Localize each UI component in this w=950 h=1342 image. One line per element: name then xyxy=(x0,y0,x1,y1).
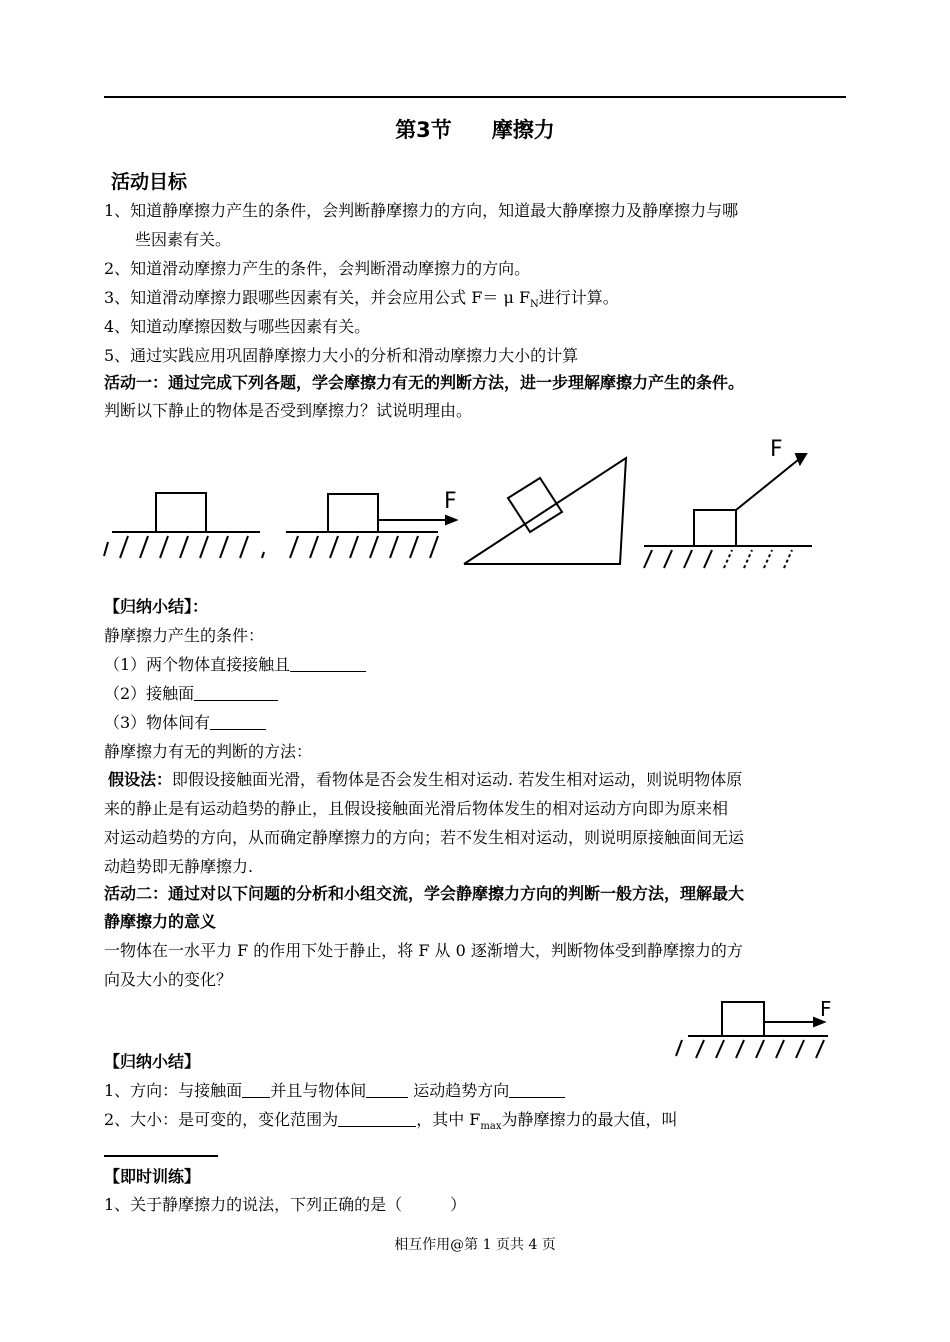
training-question-1: 1、关于静摩擦力的说法，下列正确的是（ ） xyxy=(104,1195,467,1214)
goal-2: 2、知道滑动摩擦力产生的条件，会判断滑动摩擦力的方向。 xyxy=(104,259,531,278)
goal-1: 1、知道静摩擦力产生的条件，会判断静摩擦力的方向，知道最大静摩擦力及静摩擦力与哪 xyxy=(104,201,739,220)
hypothesis-line-4: 动趋势即无静摩擦力. xyxy=(104,857,254,876)
top-rule xyxy=(104,96,846,98)
section-number: 第3节 xyxy=(395,118,452,142)
method-title: 静摩擦力有无的判断的方法： xyxy=(104,742,313,761)
magnitude-line: 2、大小：是可变的，变化范围为 ，其中 $F_{max}$为静摩擦力的最大值，叫 xyxy=(104,1110,678,1133)
blank-3 xyxy=(210,713,266,730)
activity1-question: 判断以下静止的物体是否受到摩擦力？试说明理由。 xyxy=(104,401,473,420)
figure-block-with-angled-force xyxy=(644,454,812,568)
static-block-figures xyxy=(100,430,830,580)
magnitude-blank xyxy=(104,1155,218,1157)
page-title xyxy=(0,114,950,144)
activity2-heading: 活动二：通过对以下问题的分析和小组交流，学会静摩擦力方向的判断一般方法，理解最大 xyxy=(104,884,745,903)
force-label-fig2: F xyxy=(444,489,457,514)
training-heading: 【即时训练】 xyxy=(104,1167,201,1186)
figure-block-with-force xyxy=(286,494,456,558)
activity2-question-cont: 向及大小的变化？ xyxy=(104,970,233,989)
summary2-heading: 【归纳小结】 xyxy=(104,1052,201,1071)
goal-3: 3、知道滑动摩擦力跟哪些因素有关，并会应用公式 F＝ μ $F_N$进行计算。 xyxy=(104,288,619,311)
activity2-question: 一物体在一水平力 F 的作用下处于静止，将 F 从 0 逐渐增大，判断物体受到静摩擦力的方 xyxy=(104,941,743,960)
hypothesis-line-1: 假设法：即假设接触面光滑，看物体是否会发生相对运动. 若发生相对运动，则说明物体原 xyxy=(108,770,743,789)
goal-5: 5、通过实践应用巩固静摩擦力大小的分析和滑动摩擦力大小的计算 xyxy=(104,346,579,365)
figure-block-on-incline xyxy=(464,458,626,564)
hypothesis-line-2: 来的静止是有运动趋势的静止，且假设接触面光滑后物体发生的相对运动方向即为原来相 xyxy=(104,799,729,818)
horizontal-force-figure xyxy=(670,990,840,1062)
goal-1-cont: 些因素有关。 xyxy=(135,230,232,249)
figure-block-on-ground xyxy=(104,493,264,558)
blank-1 xyxy=(290,655,366,672)
page-footer: 相互作用@第 1 页共 4 页 xyxy=(394,1237,556,1253)
summary1-heading: 【归纳小结】： xyxy=(104,597,209,616)
hypothesis-line-3: 对运动趋势的方向，从而确定静摩擦力的方向；若不发生相对运动，则说明原接触面间无运 xyxy=(104,828,745,847)
blank-2 xyxy=(194,684,278,701)
section-topic: 摩擦力 xyxy=(491,118,555,142)
condition-2: （2）接触面 xyxy=(104,684,278,704)
activity1-heading: 活动一：通过完成下列各题，学会摩擦力有无的判断方法，进一步理解摩擦力产生的条件。 xyxy=(104,373,745,392)
goals-heading: 活动目标 xyxy=(111,171,188,193)
condition-3: （3）物体间有 xyxy=(104,713,266,733)
activity2-heading-cont: 静摩擦力的意义 xyxy=(104,912,217,931)
condition-1: （1）两个物体直接接触且 xyxy=(104,655,366,675)
direction-line: 1、方向：与接触面 并且与物体间 运动趋势方向 xyxy=(104,1081,565,1101)
condition-title: 静摩擦力产生的条件： xyxy=(104,626,265,645)
force-label-fig4: F xyxy=(770,437,783,462)
force-label-fig5: F xyxy=(820,997,832,1021)
goal-4: 4、知道动摩擦因数与哪些因素有关。 xyxy=(104,317,371,336)
